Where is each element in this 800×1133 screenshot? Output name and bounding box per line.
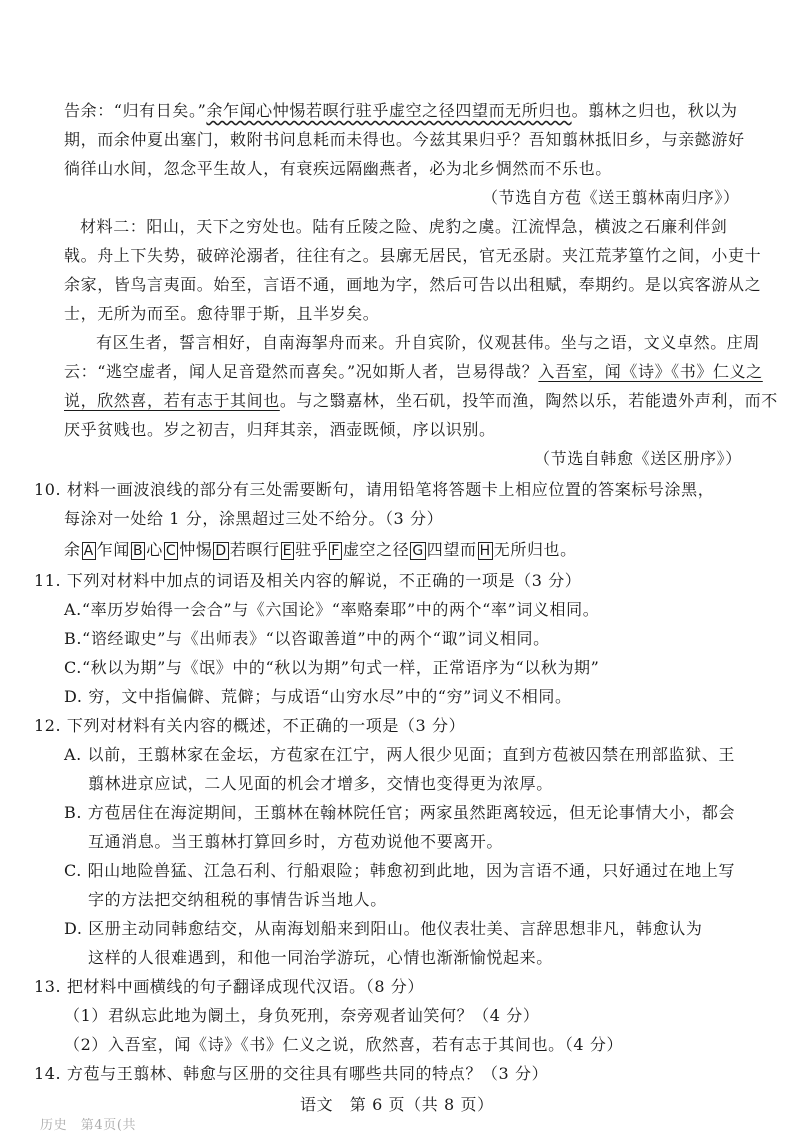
bleed-through-text: 历史 第4页(共 bbox=[40, 1118, 137, 1133]
seg: 乍闻 bbox=[96, 540, 130, 559]
seg: 心 bbox=[146, 540, 163, 559]
passage1-line-3: 徜徉山水间，忽念平生故人，有衰疾远隔幽燕者，必为北乡惆然而不乐也。 bbox=[64, 159, 612, 178]
q12-option-a-line-2[interactable]: 翦林进京应试，二人见面的机会才增多，交情也变得更为浓厚。 bbox=[88, 774, 553, 793]
q12-option-d-line-1[interactable]: D. 区册主动同韩愈结交，从南海划船来到阳山。他仪表壮美、言辞思想非凡，韩愈认为 bbox=[64, 919, 703, 938]
break-option-g[interactable]: G bbox=[412, 543, 424, 559]
passage2-line-7 bbox=[64, 388, 778, 411]
break-option-b[interactable]: B bbox=[133, 543, 144, 559]
passage2-line-3: 余家，皆鸟言夷面。始至，言语不通，画地为字，然后可告以出租赋，奉期约。是以宾客游从之 bbox=[64, 275, 762, 294]
passage1-line-2: 期，而余仲夏出塞门，敕附书问息耗而未得也。今兹其果归乎？吾知翦林抵旧乡，与亲懿游好 bbox=[64, 130, 745, 149]
wavy-underlined-text: 余乍闻心忡惕若暝行驻乎虚空之径四望而无所归也 bbox=[206, 101, 572, 120]
q14-stem: 14. 方苞与王翦林、韩愈与区册的交往具有哪些共同的特点？（3 分） bbox=[34, 1064, 549, 1083]
quote-text: 告余：“归有日矣。” bbox=[64, 101, 207, 120]
seg: 虚空之径 bbox=[342, 540, 410, 559]
q10-stem-line-2: 每涂对一处给 1 分，涂黑超过三处不给分。（3 分） bbox=[64, 509, 444, 528]
q11-option-d[interactable]: D. 穷，文中指偏僻、荒僻；与成语“山穷水尽”中的“穷”词义不相同。 bbox=[64, 687, 572, 706]
break-option-d[interactable]: D bbox=[215, 543, 227, 559]
q12-option-b-line-1[interactable]: B. 方苞居住在海淀期间，王翦林在翰林院任官；两家虽然距离较远，但无论事情大小，都会 bbox=[64, 803, 736, 822]
seg: 四望而 bbox=[426, 540, 477, 559]
q10-segmented-sentence bbox=[64, 537, 577, 560]
passage2-line-4: 士，无所为而至。愈待罪于斯，且半岁矣。 bbox=[64, 304, 380, 323]
text: 云：“逃空虚者，闻人足音跫然而喜矣。”况如斯人者，岂易得哉？ bbox=[64, 362, 539, 381]
seg: 余 bbox=[64, 540, 81, 559]
seg: 忡惕 bbox=[179, 540, 213, 559]
q12-option-c-line-2[interactable]: 字的方法把交纳租税的事情告诉当地人。 bbox=[88, 890, 387, 909]
passage2-line-5: 有区生者，誓言相好，自南海挐舟而来。升自宾阶，仪观甚伟。坐与之语，文义卓然。庄周 bbox=[96, 333, 761, 352]
q12-option-c-line-1[interactable]: C. 阳山地险兽猛、江急石利、行船艰险；韩愈初到此地，因为言语不通，只好通过在地上写 bbox=[64, 861, 736, 880]
break-option-e[interactable]: E bbox=[282, 543, 293, 559]
page-footer: 语文 第 6 页（共 8 页） bbox=[300, 1095, 494, 1114]
q11-stem: 11. 下列对材料中加点的词语及相关内容的解说，不正确的一项是（3 分） bbox=[34, 571, 582, 590]
passage1-line-1 bbox=[64, 98, 738, 121]
seg: 驻乎 bbox=[295, 540, 329, 559]
q11-option-b[interactable]: B.“谘经诹史”与《出师表》“以咨诹善道”中的两个“诹”词义相同。 bbox=[64, 629, 550, 648]
underlined-text: 入吾室，闻《诗》《书》仁义之 bbox=[538, 362, 763, 381]
passage2-line-6 bbox=[64, 359, 763, 382]
break-option-h[interactable]: H bbox=[479, 543, 491, 559]
seg: 无所归也。 bbox=[493, 540, 577, 559]
q13-sentence-2: （2）入吾室，闻《诗》《书》仁义之说，欣然喜，若有志于其间也。（4 分） bbox=[64, 1035, 624, 1054]
q13-sentence-1: （1）君纵忘此地为阛土，身负死刑，奈旁观者讪笑何？（4 分） bbox=[64, 1006, 540, 1025]
q11-option-a[interactable]: A.“率历岁始得一会合”与《六国论》“率赂秦耶”中的两个“率”词义相同。 bbox=[64, 600, 600, 619]
passage1-source: （节选自方苞《送王翦林南归序》） bbox=[482, 188, 740, 207]
break-option-f[interactable]: F bbox=[331, 543, 340, 559]
q12-option-b-line-2[interactable]: 互通消息。当王翦林打算回乡时，方苞劝说他不要离开。 bbox=[88, 832, 504, 851]
passage2-line-2: 戟。舟上下失势，破碎沦溺者，往往有之。县廓无居民，官无丞尉。夹江荒茅篁竹之间，小吏十 bbox=[64, 246, 762, 265]
q12-option-d-line-2[interactable]: 这样的人很难遇到，和他一同治学游玩，心情也渐渐愉悦起来。 bbox=[88, 948, 553, 967]
break-option-c[interactable]: C bbox=[165, 543, 177, 559]
text-tail: 。翦林之归也，秋以为 bbox=[571, 101, 738, 120]
passage2-line-1: 材料二：阳山，天下之穷处也。陆有丘陵之险、虎豹之虞。江流悍急，横波之石廉利伴剑 bbox=[80, 217, 728, 236]
q12-stem: 12. 下列对材料有关内容的概述，不正确的一项是（3 分） bbox=[34, 716, 466, 735]
q10-stem-line-1: 10. 材料一画波浪线的部分有三处需要断句，请用铅笔将答题卡上相应位置的答案标号涂黑， bbox=[34, 480, 715, 499]
underlined-text: 说，欣然喜，若有志于其间也 bbox=[64, 391, 280, 410]
q13-stem: 13. 把材料中画横线的句子翻译成现代汉语。（8 分） bbox=[34, 977, 424, 996]
text: 。与之翳嘉林，坐石矶，投竿而渔，陶然以乐，若能遗外声利，而不 bbox=[279, 391, 778, 410]
passage2-line-8: 厌乎贫贱也。岁之初吉，归拜其亲，酒壶既倾，序以识别。 bbox=[64, 420, 496, 439]
break-option-a[interactable]: A bbox=[83, 543, 94, 559]
seg: 若暝行 bbox=[229, 540, 280, 559]
q11-option-c[interactable]: C.“秋以为期”与《氓》中的“秋以为期”句式一样，正常语序为“以秋为期” bbox=[64, 658, 600, 677]
passage2-source: （节选自韩愈《送区册序》） bbox=[534, 449, 742, 468]
q12-option-a-line-1[interactable]: A. 以前，王翦林家在金坛，方苞家在江宁，两人很少见面；直到方苞被囚禁在刑部监狱、王 bbox=[64, 745, 735, 764]
